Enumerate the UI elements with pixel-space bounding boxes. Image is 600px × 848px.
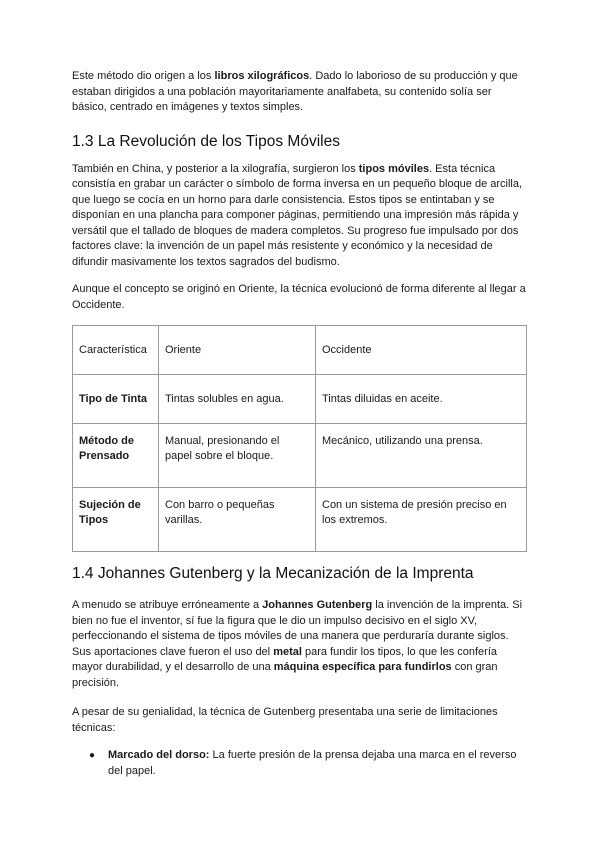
table-cell: Mecánico, utilizando una prensa.: [316, 424, 527, 488]
table-row: [73, 424, 527, 488]
table-row: [73, 488, 527, 552]
bold-johannes-gutenberg: Johannes Gutenberg: [262, 599, 373, 611]
table-header-cell: Característica: [73, 326, 159, 375]
bold-maquina: máquina específica para fundirlos: [273, 661, 452, 673]
table-header-cell: Occidente: [316, 326, 527, 375]
bold-libros-xilograficos: libros xilográficos: [214, 70, 310, 82]
intro-paragraph: Este método dio origen a los libros xilográficos. Dado lo laborioso de su producción y que estaban dirigidos a una población mayoritariamente analfabeta, su contenido solía ser básico, centrado en imágenes y textos simples.: [72, 70, 518, 113]
table-cell: Con un sistema de presión preciso en los extremos.: [316, 488, 527, 552]
table-row: [73, 375, 527, 424]
document-page: [72, 69, 529, 779]
section-heading-1-4: 1.4 Johannes Gutenberg y la Mecanización de la Imprenta: [72, 565, 474, 582]
tipos-moviles-paragraph: También en China, y posterior a la xilografía, surgieron los tipos móviles. Esta técnica consistía en grabar un carácter o símbolo de forma inversa en un pequeño bloque de arcilla, que luego se cocía en un horno para darle consistencia. Estos tipos se entintaban y se disponían en una plancha para componer páginas, permitiendo una impresión más rápida y versátil que el tallado de bloques de madera completos. Su progreso fue impulsado por dos factores clave: la invención de un papel más resistente y económico y la necesidad de difundir masivamente los textos sagrados del budismo.: [72, 162, 523, 268]
table-header-row: [73, 326, 527, 375]
limitations-list: [72, 748, 529, 779]
section-heading-1-3: 1.3 La Revolución de los Tipos Móviles: [72, 132, 340, 150]
table-cell: Tintas solubles en agua.: [159, 375, 316, 424]
limitaciones-paragraph: A pesar de su genialidad, la técnica de Gutenberg presentaba una serie de limitaciones técnicas:: [72, 706, 498, 734]
table-header-cell: Oriente: [159, 326, 316, 375]
bold-tipos-moviles: tipos móviles: [358, 162, 430, 175]
comparison-table: [72, 325, 527, 552]
table-cell: Manual, presionando el papel sobre el bloque.: [159, 424, 316, 488]
table-row-label: Tipo de Tinta: [73, 375, 159, 424]
bold-metal: metal: [273, 645, 302, 658]
oriente-occidente-paragraph: Aunque el concepto se originó en Oriente, la técnica evolucionó de forma diferente al llegar a Occidente.: [72, 283, 526, 311]
table-cell: Tintas diluidas en aceite.: [316, 375, 527, 424]
list-item: ● Marcado del dorso: La fuerte presión de la prensa dejaba una marca en el reverso del papel.: [89, 749, 517, 777]
table-row-label: Sujeción de Tipos: [73, 488, 159, 552]
table-row-label: Método de Prensado: [73, 424, 159, 488]
bullet-icon: ●: [89, 750, 96, 761]
gutenberg-paragraph: A menudo se atribuye erróneamente a Johannes Gutenberg la invención de la imprenta. Si bien no fue el inventor, sí fue la figura que le dio un impulso decisivo en el siglo XV, perfeccionando el sistema de tipos móviles de una manera que perduraría durante siglos. Sus aportaciones clave fueron el uso del metal para fundir los tipos, lo que les confería mayor durabilidad, y el desarrollo de una máquina específica para fundirlos con gran precisión.: [72, 599, 523, 689]
table-cell: Con barro o pequeñas varillas.: [159, 488, 316, 552]
